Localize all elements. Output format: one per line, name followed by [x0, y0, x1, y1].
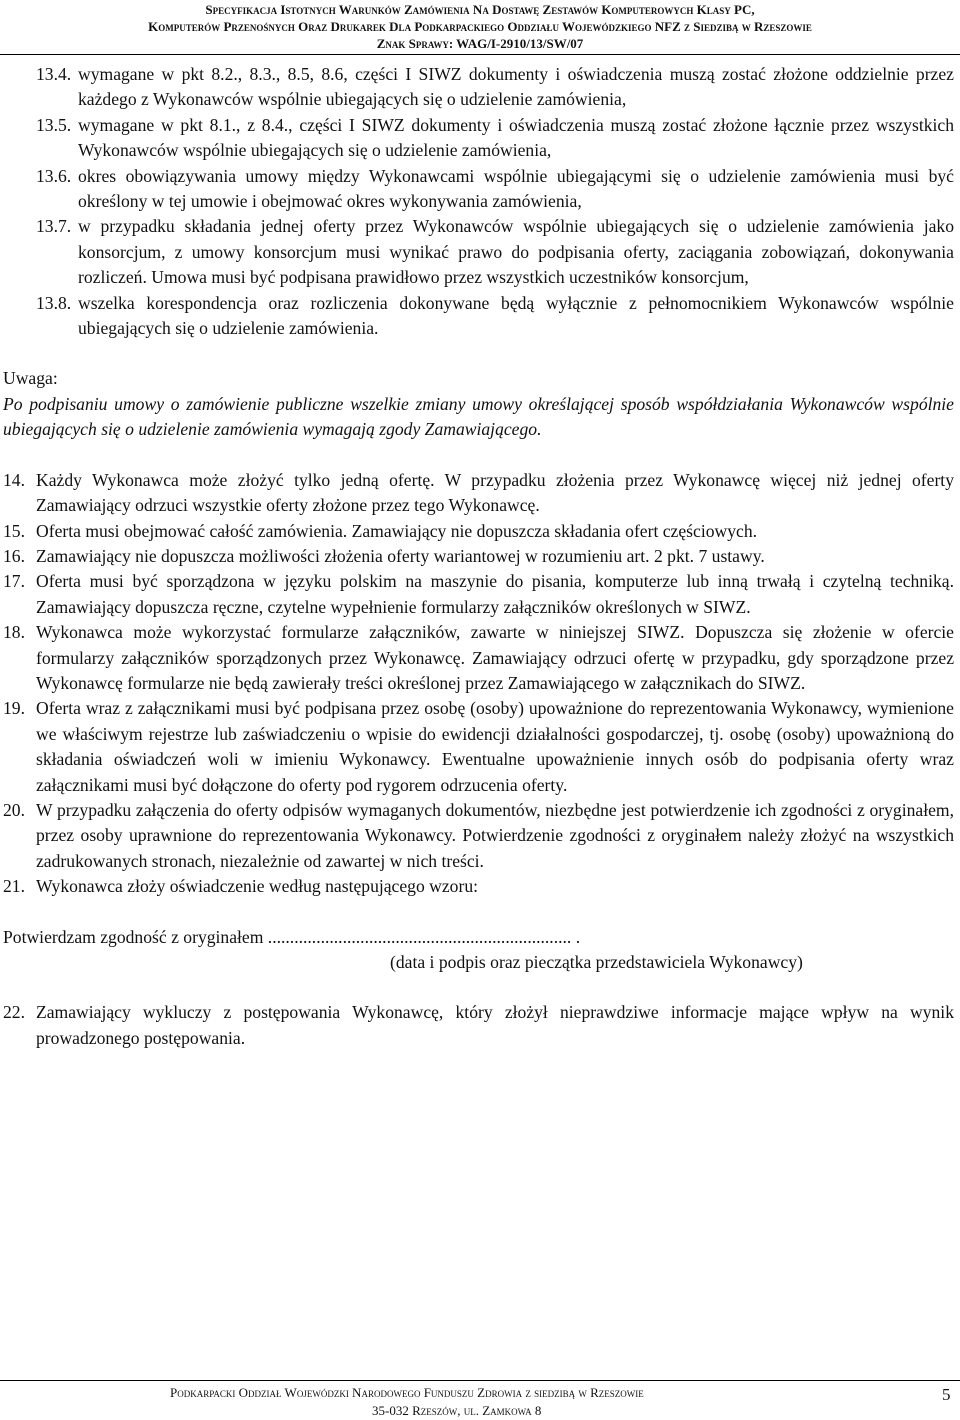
subitem-number: 13.8. — [36, 292, 72, 313]
list-number: 19. — [3, 698, 25, 719]
list-text: Oferta musi być sporządzona w języku polskim na maszynie do pisania, komputerze lub inną trwałą i czytelną techniką. Zamawiający dopuszcza ręczne, czytelne wypełnienie formularzy załączników określonych w SIWZ. — [36, 571, 954, 617]
list-number: 21. — [3, 876, 25, 897]
document-header — [0, 0, 960, 52]
spacer — [0, 900, 960, 925]
list-item-22 — [0, 1000, 960, 1051]
page-number: 5 — [942, 1385, 951, 1404]
list-number: 14. — [3, 469, 25, 490]
list-text: Zamawiający nie dopuszcza możliwości złożenia oferty wariantowej w rozumieniu art. 2 pkt. 7 ustawy. — [36, 545, 765, 566]
header-line-1: Specyfikacja Istotnych Warunków Zamówienia Na Dostawę Zestawów Komputerowych Klasy PC, — [205, 2, 755, 17]
list-item-19 — [0, 696, 960, 798]
note-label: Uwaga: — [3, 368, 58, 389]
subitem-text: w przypadku składania jednej oferty przez Wykonawców wspólnie ubiegających się o udzielenie zamówienia jako konsorcjum, z umowy konsorcjum musi wynikać prawo do podpisania oferty, zaciągania zobowiązań, dokonywania rozliczeń. Umowa musi być podpisana prawidłowo przez wszystkich uczestników konsorcjum, — [78, 216, 954, 288]
footer-divider — [0, 1380, 960, 1381]
subitem-13-5 — [0, 113, 960, 164]
header-divider — [0, 54, 960, 55]
list-text: Oferta wraz z załącznikami musi być podpisana przez osobę (osoby) upoważnione do reprezentowania Wykonawcy, wymienione we właściwym rejestrze lub zaświadczeniu o wpisie do ewidencji działalności gospodarczej, tj. osobę (osoby) upoważnioną do składania oświadczeń woli w imieniu Wykonawcy. Ewentualne upoważnienie innych osób do podpisania oferty wraz załącznikami musi być dołączone do oferty pod rygorem odrzucenia oferty. — [36, 698, 954, 795]
subitem-number: 13.4. — [36, 64, 72, 84]
list-text: Wykonawca złoży oświadczenie według następującego wzoru: — [36, 876, 479, 897]
list-item-16 — [0, 544, 960, 569]
list-number: 18. — [3, 622, 25, 643]
statement-caption: (data i podpis oraz pieczątka przedstawiciela Wykonawcy) — [390, 952, 803, 972]
footer-line-2: 35-032 Rzeszów, ul. Zamkowa 8 — [372, 1403, 542, 1418]
list-text: W przypadku załączenia do oferty odpisów wymaganych dokumentów, niezbędne jest potwierdzenie ich zgodności z oryginałem, przez osoby uprawnione do reprezentowania Wykonawcy. Potwierdzenie zgodności z oryginałem należy złożyć na wszystkich zadrukowanych stronach, niezależnie od zawartej w nich treści. — [36, 799, 954, 871]
subitem-text: wymagane w pkt 8.2., 8.3., 8.5, 8.6, części I SIWZ dokumenty i oświadczenia muszą zostać złożone oddzielnie przez każdego z Wykonawców wspólnie ubiegających się o udzielenie zamówienia, — [78, 64, 954, 110]
list-item-20 — [0, 798, 960, 874]
subitem-text: wymagane w pkt 8.1., z 8.4., części I SIWZ dokumenty i oświadczenia muszą zostać złożone łącznie przez wszystkich Wykonawców wspólnie ubiegających się o udzielenie zamówienia, — [78, 114, 954, 161]
list-item-21 — [0, 874, 960, 899]
header-line-2: Komputerów Przenośnych Oraz Drukarek Dla Podkarpackiego Oddziału Wojewódzkiego NFZ z Siedzibą w Rzeszowie — [148, 19, 812, 34]
list-number: 22. — [3, 1002, 25, 1023]
spacer — [0, 443, 960, 468]
subitem-number: 13.7. — [36, 216, 72, 237]
spacer — [0, 975, 960, 1000]
footer-line-1: Podkarpacki Oddział Wojewódzki Narodowego Funduszu Zdrowia z siedzibą w Rzeszowie — [170, 1385, 644, 1400]
list-item-18 — [0, 620, 960, 696]
list-item-14 — [0, 468, 960, 519]
subitem-13-8 — [0, 291, 960, 342]
header-line-3: Znak Sprawy: WAG/I-2910/13/SW/07 — [376, 36, 584, 51]
subitem-13-7 — [0, 214, 960, 290]
document-body — [0, 62, 960, 1051]
list-number: 20. — [3, 799, 25, 820]
list-text: Oferta musi obejmować całość zamówienia. Zamawiający nie dopuszcza składania ofert częściowych. — [36, 520, 758, 541]
list-text: Zamawiający wykluczy z postępowania Wykonawcę, który złożył nieprawdziwe informacje mające wpływ na wynik prowadzonego postępowania. — [36, 1002, 954, 1048]
subitem-number: 13.6. — [36, 165, 72, 186]
list-text: Każdy Wykonawca może złożyć tylko jedną ofertę. W przypadku złożenia przez Wykonawcę więcej niż jednej oferty Zamawiający odrzuci wszystkie oferty złożone przez tego Wykonawcę. — [36, 469, 954, 516]
statement-line: Potwierdzam zgodność z oryginałem ..................................................................... . — [3, 926, 581, 947]
list-item-15 — [0, 519, 960, 544]
subitem-13-4 — [0, 62, 960, 113]
subitem-number: 13.5. — [36, 114, 72, 135]
list-number: 17. — [3, 571, 25, 592]
list-number: 16. — [3, 545, 25, 566]
subitem-text: okres obowiązywania umowy między Wykonawcami wspólnie ubiegającymi się o udzielenie zamówienia musi być określony w tej umowie i obejmować okres wykonywania zamówienia, — [78, 165, 954, 212]
list-text: Wykonawca może wykorzystać formularze załączników, zawarte w niniejszej SIWZ. Dopuszcza się złożenie w ofercie formularzy załączników sporządzonych przez Wykonawcę. Zamawiający odrzuci ofertę w przypadku, gdy sporządzone przez Wykonawcę formularze nie będą zawierały treści określonej przez Zamawiającego w załącznikach do SIWZ. — [36, 622, 954, 693]
list-number: 15. — [3, 520, 25, 541]
note-text: Po podpisaniu umowy o zamówienie publiczne wszelkie zmiany umowy określającej sposób współdziałania Wykonawców wspólnie ubiegających się o udzielenie zamówienia wymagają zgody Zamawiającego. — [3, 393, 954, 440]
subitem-text: wszelka korespondencja oraz rozliczenia dokonywane będą wyłącznie z pełnomocnikiem Wykonawców wspólnie ubiegających się o udzielenie zamówienia. — [78, 292, 954, 339]
spacer — [0, 341, 960, 366]
list-item-17 — [0, 569, 960, 620]
subitem-13-6 — [0, 164, 960, 215]
